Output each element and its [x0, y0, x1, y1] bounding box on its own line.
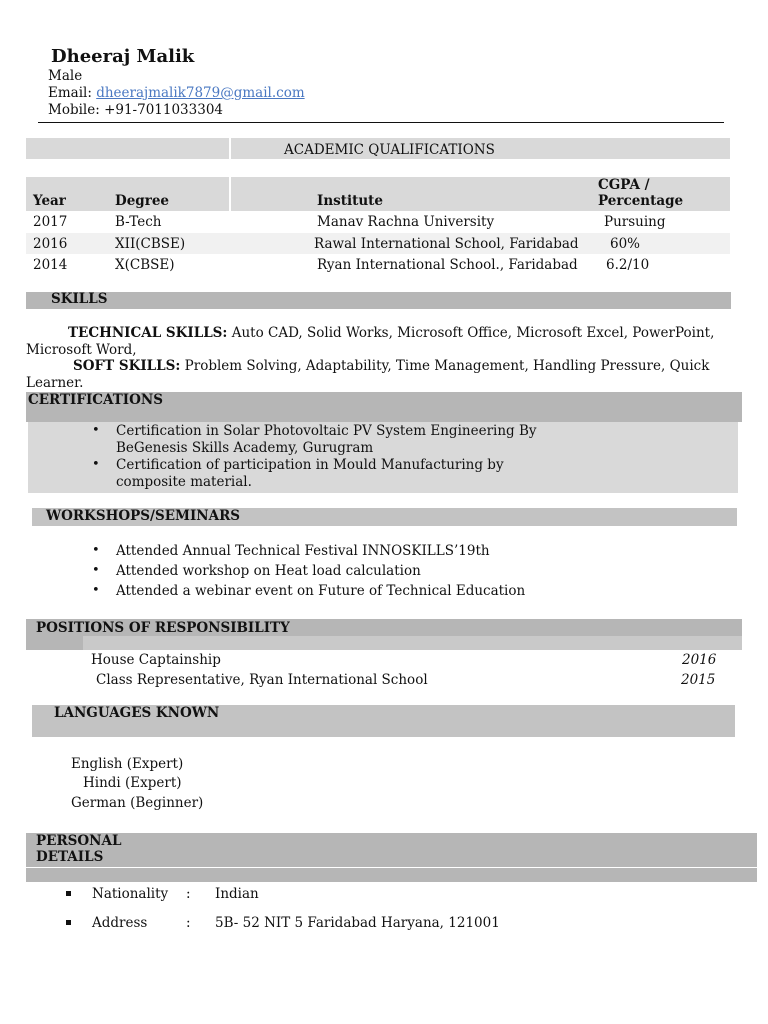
position-role: House Captainship — [91, 652, 221, 668]
workshop-text: Attended workshop on Heat load calculation — [116, 563, 421, 579]
workshop-text: Attended a webinar event on Future of Technical Education — [116, 583, 526, 599]
academic-title: ACADEMIC QUALIFICATIONS — [284, 142, 495, 158]
list-item — [92, 543, 490, 560]
row-degree: B-Tech — [115, 214, 162, 230]
skills-title-bar — [26, 292, 731, 309]
positions-title-notch — [83, 636, 742, 650]
soft-skills-line2: Learner. — [26, 375, 84, 391]
personal-title-bar — [26, 833, 757, 867]
personal-label: Nationality — [92, 886, 169, 902]
certification-line2: composite material. — [116, 473, 252, 490]
bullet-icon: • — [92, 457, 100, 472]
bullet-icon: • — [92, 423, 100, 438]
languages-title: LANGUAGES KNOWN — [54, 705, 220, 721]
mobile-label: Mobile: — [48, 102, 100, 118]
position-year: 2015 — [681, 672, 716, 688]
certification-line1: Certification in Solar Photovoltaic PV System Engineering By — [116, 423, 537, 439]
personal-sep: : — [186, 915, 191, 931]
personal-title-line1: PERSONAL — [36, 833, 122, 849]
mobile-number: +91-7011033304 — [104, 102, 224, 118]
row-score: 6.2/10 — [606, 257, 650, 273]
technical-skills-label: TECHNICAL SKILLS: — [68, 325, 228, 341]
row-score: Pursuing — [604, 214, 666, 230]
soft-skills-label: SOFT SKILLS: — [73, 358, 181, 374]
row-score: 60% — [610, 236, 641, 252]
row-degree: XII(CBSE) — [115, 236, 186, 252]
technical-skills-line2: Microsoft Word, — [26, 342, 137, 358]
technical-skills-line1 — [68, 325, 714, 342]
header-divider — [38, 122, 724, 123]
workshop-text: Attended Annual Technical Festival INNOSKILLS’19th — [116, 543, 490, 559]
position-role: Class Representative, Ryan International School — [96, 672, 428, 688]
gender: Male — [48, 68, 83, 84]
bullet-icon: • — [92, 583, 100, 598]
personal-value: 5B- 52 NIT 5 Faridabad Haryana, 121001 — [215, 915, 500, 931]
row-year: 2014 — [33, 257, 68, 273]
personal-label: Address — [92, 915, 148, 931]
col-score-line2: Percentage — [598, 193, 684, 209]
col-institute: Institute — [317, 193, 383, 209]
email-line — [48, 85, 305, 102]
bullet-icon: • — [92, 543, 100, 558]
personal-value: Indian — [215, 886, 259, 902]
row-year: 2016 — [33, 236, 68, 252]
email-link[interactable]: dheerajmalik7879@gmail.com — [96, 85, 305, 101]
candidate-name: Dheeraj Malik — [51, 46, 195, 67]
soft-skills-line1 — [73, 358, 709, 375]
mobile-line — [48, 102, 223, 119]
square-bullet-icon — [66, 891, 71, 896]
personal-sep: : — [186, 886, 191, 902]
col-year: Year — [33, 193, 66, 209]
skills-title: SKILLS — [51, 291, 108, 307]
list-item — [92, 583, 526, 600]
language-item: German (Beginner) — [71, 795, 204, 811]
academic-title-bar-left — [26, 138, 229, 159]
bullet-icon: • — [92, 563, 100, 578]
square-bullet-icon — [66, 920, 71, 925]
email-label: Email: — [48, 85, 92, 101]
row-degree: X(CBSE) — [115, 257, 175, 273]
col-score-line1: CGPA / — [598, 177, 650, 193]
certification-line2: BeGenesis Skills Academy, Gurugram — [116, 439, 374, 456]
position-year: 2016 — [682, 652, 717, 668]
positions-title: POSITIONS OF RESPONSIBILITY — [36, 620, 290, 636]
list-item — [92, 563, 421, 580]
row-institute: Manav Rachna University — [317, 214, 495, 230]
row-institute: Ryan International School., Faridabad — [317, 257, 578, 273]
col-degree: Degree — [115, 193, 170, 209]
soft-skills-list: Problem Solving, Adaptability, Time Management, Handling Pressure, Quick — [180, 358, 710, 374]
row-institute: Rawal International School, Faridabad — [314, 236, 579, 252]
list-item — [92, 423, 537, 457]
personal-title-line2: DETAILS — [36, 849, 104, 865]
workshops-title: WORKSHOPS/SEMINARS — [46, 508, 241, 524]
personal-title-underbar — [26, 868, 757, 882]
certifications-title: CERTIFICATIONS — [28, 392, 163, 408]
certification-line1: Certification of participation in Mould Manufacturing by — [116, 457, 504, 473]
row-year: 2017 — [33, 214, 68, 230]
technical-skills-list: Auto CAD, Solid Works, Microsoft Office, Microsoft Excel, PowerPoint, — [227, 325, 715, 341]
list-item — [92, 457, 504, 491]
language-item: English (Expert) — [71, 756, 184, 772]
language-item: Hindi (Expert) — [83, 775, 182, 791]
